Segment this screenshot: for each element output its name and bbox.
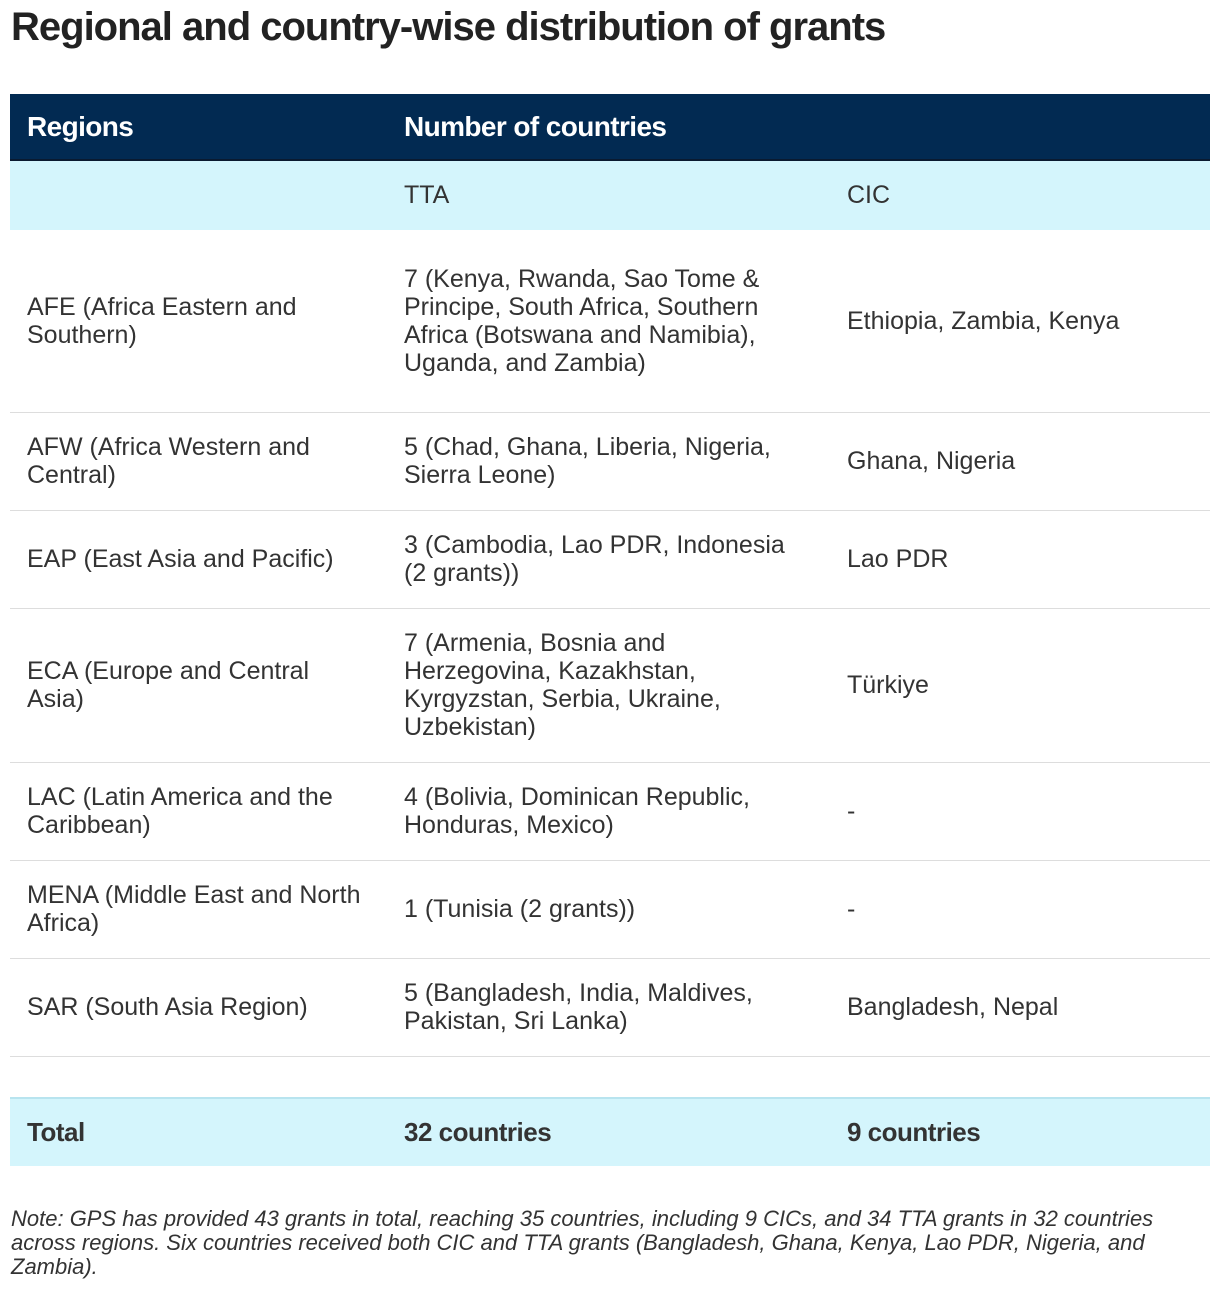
grants-table (10, 94, 1210, 1166)
table-row (10, 958, 1210, 1056)
subheader-empty (10, 160, 387, 230)
region-cell: AFE (Africa Eastern and Southern) (10, 230, 387, 412)
subheader-tta: TTA (404, 181, 450, 209)
table-header-row (10, 94, 1210, 160)
region-cell: SAR (South Asia Region) (10, 958, 387, 1056)
table-subheader-row (10, 160, 1210, 230)
cic-cell: Ethiopia, Zambia, Kenya (830, 230, 1210, 412)
region-cell: MENA (Middle East and North Africa) (10, 860, 387, 958)
spacer-cell (10, 1056, 387, 1098)
cic-cell: Bangladesh, Nepal (830, 958, 1210, 1056)
footnote: Note: GPS has provided 43 grants in total, reaching 35 countries, including 9 CICs, and 34 TTA grants in 32 countries across regions. Six countries received both CIC and TTA grants (Bangladesh, Ghana, Kenya, Lao PDR, Nigeria, and Zambia). (11, 1206, 1154, 1279)
region-cell: LAC (Latin America and the Caribbean) (10, 762, 387, 860)
subheader-cic: CIC (847, 181, 891, 209)
page-title: Regional and country-wise distribution of grants (11, 5, 886, 49)
table-row (10, 230, 1210, 412)
total-label: Total (27, 1117, 85, 1147)
tta-cell: 5 (Bangladesh, India, Maldives, Pakistan, Sri Lanka) (387, 958, 830, 1056)
spacer-cell (830, 1056, 1210, 1098)
table-row (10, 762, 1210, 860)
cic-cell: - (830, 762, 1210, 860)
header-number-of-countries: Number of countries (387, 94, 1210, 160)
table-total-row (10, 1098, 1210, 1166)
tta-cell: 5 (Chad, Ghana, Liberia, Nigeria, Sierra Leone) (387, 412, 830, 510)
tta-cell: 7 (Armenia, Bosnia and Herzegovina, Kazakhstan, Kyrgyzstan, Serbia, Ukraine, Uzbekistan) (387, 608, 830, 762)
region-cell: ECA (Europe and Central Asia) (10, 608, 387, 762)
spacer-cell (387, 1056, 830, 1098)
table-spacer-row (10, 1056, 1210, 1098)
table-row (10, 608, 1210, 762)
cic-cell: Lao PDR (830, 510, 1210, 608)
total-cic: 9 countries (847, 1117, 981, 1147)
table-row (10, 510, 1210, 608)
tta-cell: 3 (Cambodia, Lao PDR, Indonesia (2 grants)) (387, 510, 830, 608)
region-cell: EAP (East Asia and Pacific) (10, 510, 387, 608)
table-row (10, 412, 1210, 510)
region-cell: AFW (Africa Western and Central) (10, 412, 387, 510)
tta-cell: 7 (Kenya, Rwanda, Sao Tome & Principe, South Africa, Southern Africa (Botswana and Namibia), Uganda, and Zambia) (387, 230, 830, 412)
cic-cell: - (830, 860, 1210, 958)
cic-cell: Ghana, Nigeria (830, 412, 1210, 510)
tta-cell: 4 (Bolivia, Dominican Republic, Honduras, Mexico) (387, 762, 830, 860)
table-row (10, 860, 1210, 958)
tta-cell: 1 (Tunisia (2 grants)) (387, 860, 830, 958)
header-regions: Regions (10, 94, 387, 160)
total-tta: 32 countries (404, 1117, 552, 1147)
cic-cell: Türkiye (830, 608, 1210, 762)
